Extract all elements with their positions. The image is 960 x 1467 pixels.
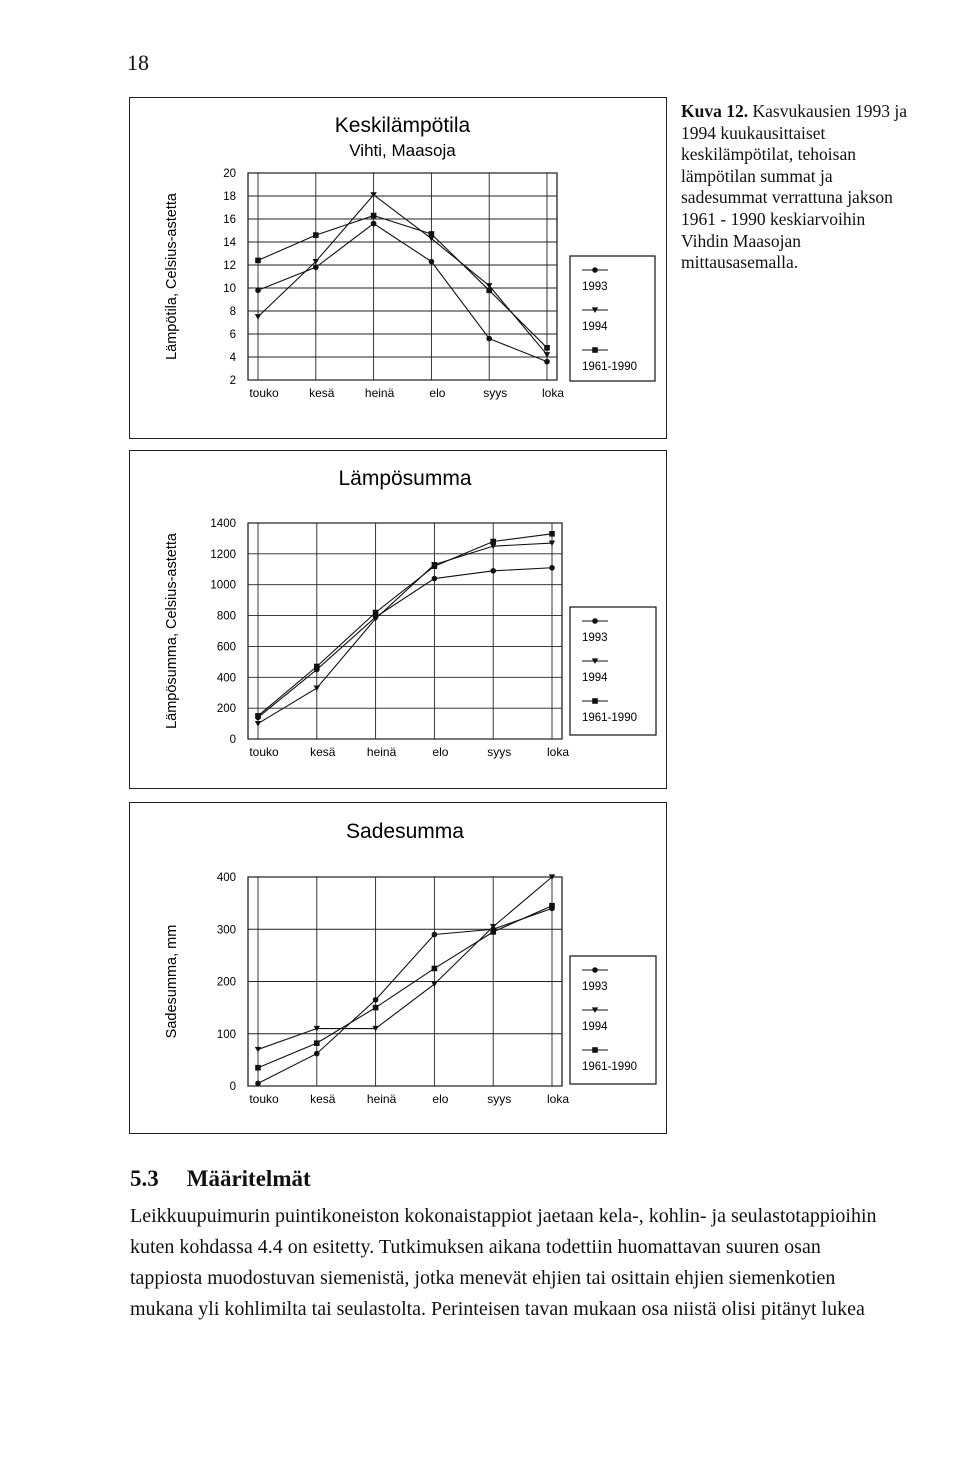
x-tick-label: heinä — [366, 1092, 397, 1106]
data-point — [544, 359, 550, 365]
chart-sadesumma-svg — [130, 803, 666, 1133]
series-1994 — [255, 192, 550, 357]
data-point — [371, 221, 377, 227]
y-axis-label: Sadesumma, mm — [164, 924, 180, 1039]
y-tick-label: 1000 — [210, 579, 236, 592]
legend-swatch-marker — [592, 618, 598, 624]
data-point — [313, 232, 319, 238]
x-tick-label: syys — [487, 1092, 512, 1106]
y-axis-label: Lämpötila, Celsius-astetta — [164, 193, 180, 360]
chart-lamposumma-svg — [130, 451, 666, 788]
legend-label: 1994 — [582, 321, 608, 333]
y-tick-label: 600 — [216, 641, 236, 654]
section-number: 5.3 — [130, 1166, 159, 1191]
y-tick-label: 4 — [229, 352, 236, 364]
series-1994 — [255, 874, 555, 1052]
data-point — [544, 345, 550, 351]
series-1993 — [255, 565, 555, 720]
y-tick-label: 0 — [229, 734, 236, 746]
legend-swatch-marker — [592, 698, 598, 704]
y-tick-label: 300 — [216, 924, 236, 937]
data-point — [314, 1040, 320, 1046]
series-line — [258, 877, 552, 1049]
data-point — [371, 213, 377, 219]
x-tick-label: syys — [483, 386, 508, 400]
series-1961-1990 — [255, 531, 555, 719]
y-tick-label: 400 — [216, 872, 236, 884]
figure-caption — [681, 101, 911, 274]
body-line: mukana yli kohlimilta tai seulastolta. Perinteisen tavan mukaan osa niistä olisi pitänyt lukea — [130, 1298, 865, 1320]
y-tick-label: 1200 — [210, 548, 236, 561]
data-point — [432, 932, 438, 938]
data-point — [373, 997, 379, 1003]
data-point — [549, 531, 555, 537]
legend-label: 1994 — [582, 1021, 608, 1033]
legend-swatch-marker — [592, 267, 598, 273]
body-line: Leikkuupuimurin puintikoneiston kokonaistappiot jaetaan kela-, kohlin- ja seulastotappioihin — [130, 1205, 877, 1227]
data-point — [314, 685, 320, 691]
section-title: Määritelmät — [186, 1166, 311, 1191]
caption-text: Kasvukausien 1993 ja 1994 kuukausittaiset keskilämpötilat, tehoisan lämpötilan summat ja sadesummat verrattuna jakson 1961 - 1990 keskiarvoihin Vihdin Maasojan mittausasemalla. — [681, 101, 908, 273]
y-tick-label: 800 — [216, 610, 236, 623]
series-line — [258, 534, 552, 716]
data-point — [432, 563, 438, 569]
data-point — [255, 1065, 261, 1071]
data-point — [255, 1047, 261, 1053]
data-point — [373, 1005, 379, 1011]
x-tick-label: elo — [429, 386, 446, 400]
chart-title: Keskilämpötila — [334, 114, 471, 137]
x-tick-label: touko — [249, 745, 279, 759]
legend-label: 1994 — [582, 672, 608, 684]
y-tick-label: 10 — [223, 283, 236, 295]
data-point — [490, 539, 496, 545]
data-point — [486, 288, 492, 294]
data-point — [429, 231, 435, 237]
data-point — [549, 903, 555, 909]
y-tick-label: 8 — [229, 306, 236, 318]
x-tick-label: heinä — [364, 386, 395, 400]
data-point — [490, 929, 496, 935]
data-point — [373, 610, 379, 616]
legend-label: 1993 — [582, 632, 608, 644]
plot-frame — [248, 173, 557, 380]
plot-frame — [248, 523, 562, 739]
chart-sadesumma — [129, 802, 667, 1134]
legend-label: 1993 — [582, 981, 608, 993]
page-number: 18 — [127, 50, 149, 75]
data-point — [313, 265, 319, 271]
legend-label: 1993 — [582, 281, 608, 293]
data-point — [255, 258, 261, 264]
legend-label: 1961-1990 — [582, 361, 637, 373]
y-tick-label: 2 — [229, 375, 236, 387]
x-tick-label: syys — [487, 745, 512, 759]
y-tick-label: 0 — [229, 1081, 236, 1093]
y-tick-label: 12 — [223, 260, 236, 272]
x-tick-label: elo — [432, 1092, 449, 1106]
data-point — [255, 721, 261, 727]
x-tick-label: kesä — [309, 386, 335, 400]
body-line: kuten kohdassa 4.4 on esitetty. Tutkimuksen aikana todettiin huomattavan suuren osan — [130, 1236, 821, 1258]
series-1961-1990 — [255, 213, 550, 351]
series-1961-1990 — [255, 903, 555, 1071]
body-line: tappiosta muodostuvan siemenistä, jotka menevät ehjien tai osittain ehjien siemenkotien — [130, 1267, 836, 1289]
data-point — [549, 565, 555, 571]
chart-subtitle: Vihti, Maasoja — [349, 141, 456, 160]
series-line — [258, 906, 552, 1068]
x-tick-label: elo — [432, 745, 449, 759]
y-tick-label: 20 — [223, 168, 236, 180]
data-point — [432, 576, 438, 582]
series-1994 — [255, 540, 555, 726]
data-point — [255, 713, 261, 719]
y-tick-label: 18 — [223, 191, 236, 203]
y-tick-label: 200 — [216, 703, 236, 716]
series-line — [258, 216, 547, 348]
x-tick-label: loka — [546, 1092, 570, 1106]
series-line — [258, 568, 552, 718]
x-tick-label: loka — [541, 386, 565, 400]
legend-swatch-marker — [592, 967, 598, 973]
y-tick-label: 6 — [229, 329, 236, 341]
x-tick-label: heinä — [366, 745, 397, 759]
data-point — [314, 664, 320, 670]
legend-label: 1961-1990 — [582, 712, 637, 724]
y-tick-label: 16 — [223, 214, 236, 226]
x-tick-label: touko — [249, 1092, 279, 1106]
caption-label: Kuva 12. — [681, 101, 749, 121]
data-point — [486, 336, 492, 342]
y-tick-label: 14 — [223, 237, 236, 249]
y-tick-label: 400 — [216, 672, 236, 685]
data-point — [255, 314, 261, 320]
legend-swatch-marker — [592, 347, 598, 353]
series-line — [258, 224, 547, 362]
x-tick-label: loka — [546, 745, 570, 759]
legend-label: 1961-1990 — [582, 1061, 637, 1073]
data-point — [429, 259, 435, 265]
data-point — [255, 288, 261, 294]
data-point — [314, 1051, 320, 1057]
legend-swatch-marker — [592, 1047, 598, 1053]
data-point — [490, 568, 496, 574]
series-line — [258, 908, 552, 1083]
chart-keskilampotila-svg — [130, 98, 666, 438]
body-paragraph — [130, 1201, 900, 1325]
chart-lamposumma — [129, 450, 667, 789]
series-1993 — [255, 906, 555, 1087]
chart-keskilampotila — [129, 97, 667, 439]
x-tick-label: kesä — [310, 1092, 336, 1106]
section-heading — [130, 1166, 311, 1192]
x-tick-label: kesä — [310, 745, 336, 759]
x-tick-label: touko — [249, 386, 279, 400]
data-point — [255, 1081, 261, 1087]
y-tick-label: 100 — [216, 1028, 236, 1041]
y-axis-label: Lämpösumma, Celsius-astetta — [164, 533, 180, 729]
y-tick-label: 200 — [216, 976, 236, 989]
y-tick-label: 1400 — [210, 518, 236, 530]
data-point — [432, 966, 438, 972]
chart-title: Sadesumma — [346, 820, 464, 843]
chart-title: Lämpösumma — [338, 467, 472, 490]
